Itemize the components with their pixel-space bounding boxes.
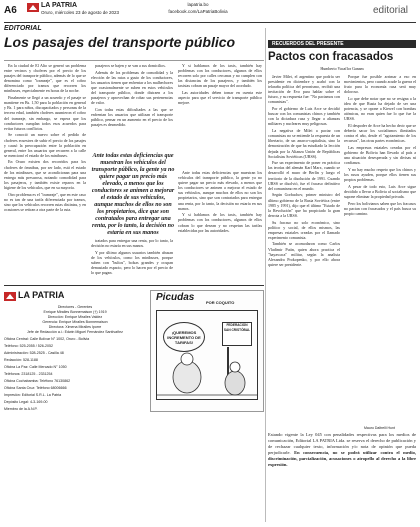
masthead-row: Gerencia: Enrique Miralles Bonnemaison	[42, 320, 108, 324]
federation-sign: FEDERACIÓN SAN CRISTÓBAL	[222, 322, 252, 346]
opinion-section-label: RECUERDOS DEL PRESENTE	[268, 40, 416, 48]
website-link[interactable]: lapatria.bo	[187, 2, 209, 7]
newspaper-logo-icon	[27, 3, 39, 12]
opinion-author: Humberto Vacaflor Ganam	[320, 66, 364, 71]
issue-date: Oruro, miércoles 23 de agosto de 2023	[41, 10, 120, 15]
paragraph: Javier Milei, el argentino que podría ser presidente en diciembre y acabó con la telaraña política del peronismo, recibió una invitación de Evo para hablar sobre el futuro, y su respuesta fue: "No pactamos con comunistas".	[268, 74, 340, 105]
legal-notice-text: Estando vigente la Ley 045 con penalidades respectivas para los medios de comunicación, Editorial LA PATRIA Ltda. se reserva el derecho de publicación y de rechazar cualquier texto, información y/o nota de opinión que pueda perjudicarle.	[268, 432, 416, 455]
paragraph: Con todas estas dificultades a las que se enfrentan los usuarios que utilizan el transporte público, pensar en un aumento en el precio de los pasajes es desmedido.	[91, 106, 173, 128]
legal-notice	[268, 432, 416, 522]
paragraph: El despoder de Arce ha hecho decir que se debería sacar los socialismos ilimitados contra el año, desde el "agotamiento de los recursos", las otras partes económicas.	[344, 123, 416, 144]
masthead-row: Oficina Central: Calle Bolívar N° 1002, Oruro - Bolivia	[4, 337, 90, 341]
masthead-row: Directores - Gerentes	[57, 305, 93, 309]
editorial-title-divider	[4, 60, 264, 61]
paragraph: Porque fue posible arrimar a eso en movimientos, pero cuando acude la guerra el fruto para la economía rusa será muy doloroso.	[344, 74, 416, 95]
masthead-row: Impresión: Editorial S.R.L. La Patria	[4, 393, 62, 397]
paragraph: Otro problema es el "trameaje", que en este caso no es tan de una tarifa diferenciada por tramos, sino que los vehículos recorren rutas distintas, y en ocasiones se retiran a otra parte de la ruta.	[4, 191, 86, 212]
legal-notice-bold: En consecuencia, no se podrá utilizar contra el medio, discriminación, parcialización, acusaciones o atropello al derecho a la libre expresión.	[268, 450, 416, 467]
speech-bubble	[163, 322, 205, 352]
editorial-title: Los pasajes del transporte público	[4, 34, 236, 50]
opinion-column-right	[344, 74, 416, 424]
paragraph: pasajeros se bajen y se van a sus domicilios.	[95, 63, 166, 68]
paragraph: Y no hay mucho respeto que los chinos y los rusos ayuden, porque ellos tienen sus propios problemas.	[344, 166, 416, 183]
opinion-title: Pactos con fracasados	[268, 51, 394, 63]
column-divider	[265, 28, 266, 522]
paragraph: En la ciudad de El Alto se generó un problema entre vecinos y choferes por el precio de los pasajes del transporte público, además de lo que se denomina como "trameaje", que es el cobro diferenciado por tramos que recorren los minibuses, especialmente en horas de la noche.	[4, 63, 86, 94]
masthead-row: Oficina Santa Cruz: Teléfono 68006666	[4, 386, 67, 390]
editorial-bottom-divider	[4, 285, 264, 286]
facebook-link[interactable]: facebook.com/LaPatriaBolivia	[168, 9, 228, 14]
paragraph: Y por último algunos usuarios también abusan de los vehículos, como los minibuses, porque suben con "bultos", bolsas grandes y ocupan demasiado espacio, pero lo hacen por el precio de lo que pagan.	[91, 249, 173, 276]
paragraph: Y si hablamos de los taxis, también hay problemas con los conductores, algunos de ellos cobran lo que desean y no respetan las tarifas establecidas por las autoridades.	[178, 212, 262, 233]
masthead-row: Teléfonos: 2318125 - 2331254	[4, 372, 53, 376]
editorial-column-2-top	[91, 63, 173, 148]
masthead-row: Depósito Legal: 4-3-169-00	[4, 400, 48, 404]
pull-quote: Ante todas estas deficiencias que muestran los vehículos del transporte público, la gente ya no quiere pagar un precio más elevado, a menos que los conductores se animen a mejorar el estado de sus vehículos, aunque muchos de ellos no son los propietarios, dice que son contratados para entregar una renta, por lo tanto, la decisión no estaría en sus manos	[91, 153, 175, 236]
paragraph: En Oruro existen dos recorridos para los choferes de ómnibus, por ser lado, está el estado de los minibuses, que se acondicionan para una entrega más presurosa, notando comodidad para los pasajeros, y también existe reparos en la higiene de los vehículos, que en su mayoría.	[4, 159, 86, 190]
paragraph: Las autoridades deben tomar en cuenta este aspecto para que el servicio de transporte público mejore.	[178, 90, 262, 106]
masthead-row: Directora: Ximena Miralles Iporre	[48, 325, 102, 329]
masthead-row: Teléfono: 525-2055 / 526-2052	[4, 344, 53, 348]
paragraph: También se acomodaron como Carlos Vladimir Putin, quien ahora practica el "hayawaca" militar, según la analista Alexandra Prokopenko, y por ello ahora quiere ser presidente.	[268, 241, 340, 267]
paragraph: Pero los bolivianos saben que los fracasos no pactan con fracasados y el país busca su propio camino.	[344, 200, 416, 216]
paragraph: tratados para entregar una renta, por lo tanto, la decisión no estaría en sus manos.	[91, 238, 173, 249]
opinion-column-left	[268, 74, 340, 424]
paragraph: Se conoció un nuevo sobre el pedido de choferes ecuestres de subir el precio de los pasajes y causó la preocupación entre la población en general, entre los usuarios que recurren a la calle se mencionó el estado de los minibuses.	[4, 132, 86, 158]
editorial-column-2-bottom	[91, 238, 173, 282]
paper-name: LA PATRIA	[41, 2, 78, 9]
page-number: A6	[4, 5, 17, 16]
section-name: editorial	[373, 5, 409, 16]
paragraph: Lo que debe notar que no se resigna a la idea de que Rusia ha dejado de ser una potencia, y se opone a Kiewel con bombas atómicas, no eran quien fue lo que fue la URSS.	[344, 95, 416, 122]
masthead-logo-icon	[4, 292, 16, 301]
paragraph: Finalmente se llegó a un acuerdo y el pasaje se mantiene en Bs. 1,50 para la población en general y Bs. 1 para niños, discapacitados y personas de la tercera edad, también choferes asumieron el cobro del trameaje, sin embargo, se espera que los conductores cumplan todos esos acuerdos para evitar futuros conflictos.	[4, 95, 86, 131]
masthead-credits	[4, 305, 146, 525]
editorial-column-3-top	[178, 63, 262, 158]
masthead-row: Administración: 528-2525 - Casilla 48	[4, 351, 64, 355]
editorial-column-3-bottom	[178, 170, 262, 282]
masthead-row: Dirección: Enrique Miralles Valdez	[47, 315, 103, 319]
paragraph: La negativa de Milei a pactar con comunistas no se entiende la respuesta de un libertario, de un anarco-capitalista, sino la demostración de que ha estudiado la lección dejada por la Alianza Unión de Repúblicas Socialistas Soviéticas (URSS).	[268, 128, 340, 159]
paragraph: Además de los problemas de comodidad y la elección de las rutas a gusto de los conductores, los usuarios tienen que enfrentar a los malhechores que ocasionalmente se suben en estos vehículos del transporte público, donde distraen a los pasajeros y aprovechan de robar sus pertenencias de valor.	[91, 69, 173, 106]
masthead-name: LA PATRIA	[18, 290, 65, 300]
paragraph: Ante todas estas deficiencias que muestran los vehículos del transporte público, la gente ya no quiere pagar un precio más elevado, a menos que los conductores se animen a mejorar el estado de sus vehículos, aunque muchos de ellos no son los propietarios, sino que son contratados para entregar una renta, por lo tanto, la decisión no estaría en sus manos.	[178, 170, 262, 211]
paragraph: Y si hablamos de los taxis, también hay problemas con los conductores, algunos de ellos recorren solo por calles cercanas y no cumplen con las distancias de los pasajeros, y también los taxistas cobran un pasaje mayor del acordado.	[178, 63, 262, 89]
paragraph: Fue un experimento de poner en práctica las teorías del alemán Karl Marx, cuando se desarrolló el muro de Berlín y luego el territorio de la disolución de 1991. Cuando URSS se disolvió, fue el fracaso definitivo del comunismo en el mundo.	[268, 160, 340, 191]
editorial-column-1	[4, 63, 86, 283]
paragraph: Las empresas estatales creadas por el gobierno de Bolivia han llevado al país a una situación desesperada y sin divisas ni confianza.	[344, 145, 416, 166]
cartoon-author: POR COQUITO	[206, 300, 235, 305]
cartoon-logo: Picudas	[156, 292, 195, 303]
masthead-row: Oficina La Paz: Calle Mercado N° 1050	[4, 365, 67, 369]
paragraph: Su fracaso no solo económico, sino político y social, de ellos mismos, las empresas estatales creadas por el llamado experimento comunista.	[268, 219, 340, 240]
editorial-label: EDITORIAL	[4, 25, 42, 32]
paragraph: Por el gobierno de Luis Arce se decidió buscar con los comunistas chinos y también con la dictadura rusa y llegar a alianzas militares y nucleares muy peligrosas.	[268, 106, 340, 127]
speech-bubble-text: ¡QUEREMOS INCREMENTO DE TARIFAS!	[167, 329, 201, 345]
masthead-row: Jefe de Redacción a.i.: Edwin Miguel Fernández Santivañez	[27, 330, 123, 334]
masthead-row: Oficina Cochabamba: Teléfono 76130862	[4, 379, 71, 383]
header-divider	[4, 22, 416, 23]
masthead-row: Miembro de la A.N.P.	[4, 407, 38, 411]
paragraph: Según Gorbachov, primer ministro del último gobierno de la Rusia Soviética (entre 1985 y 1991), dijo que el último "Estado de la Revolución" que ha propiciado la gran derrota a la URSS.	[268, 192, 340, 218]
paragraph: A pesar de todo esto, Luis Arce sigue decidido a llevar a Bolivia al socialismo que supone eliminar la propiedad privada.	[344, 183, 416, 200]
photo-credit: Mauro Daltrelli Hunt	[364, 426, 395, 430]
masthead-row: Redacción: 528-1188	[4, 358, 38, 362]
masthead-row: Enrique Miralles Bonnemaison (†) 1919	[43, 310, 107, 314]
